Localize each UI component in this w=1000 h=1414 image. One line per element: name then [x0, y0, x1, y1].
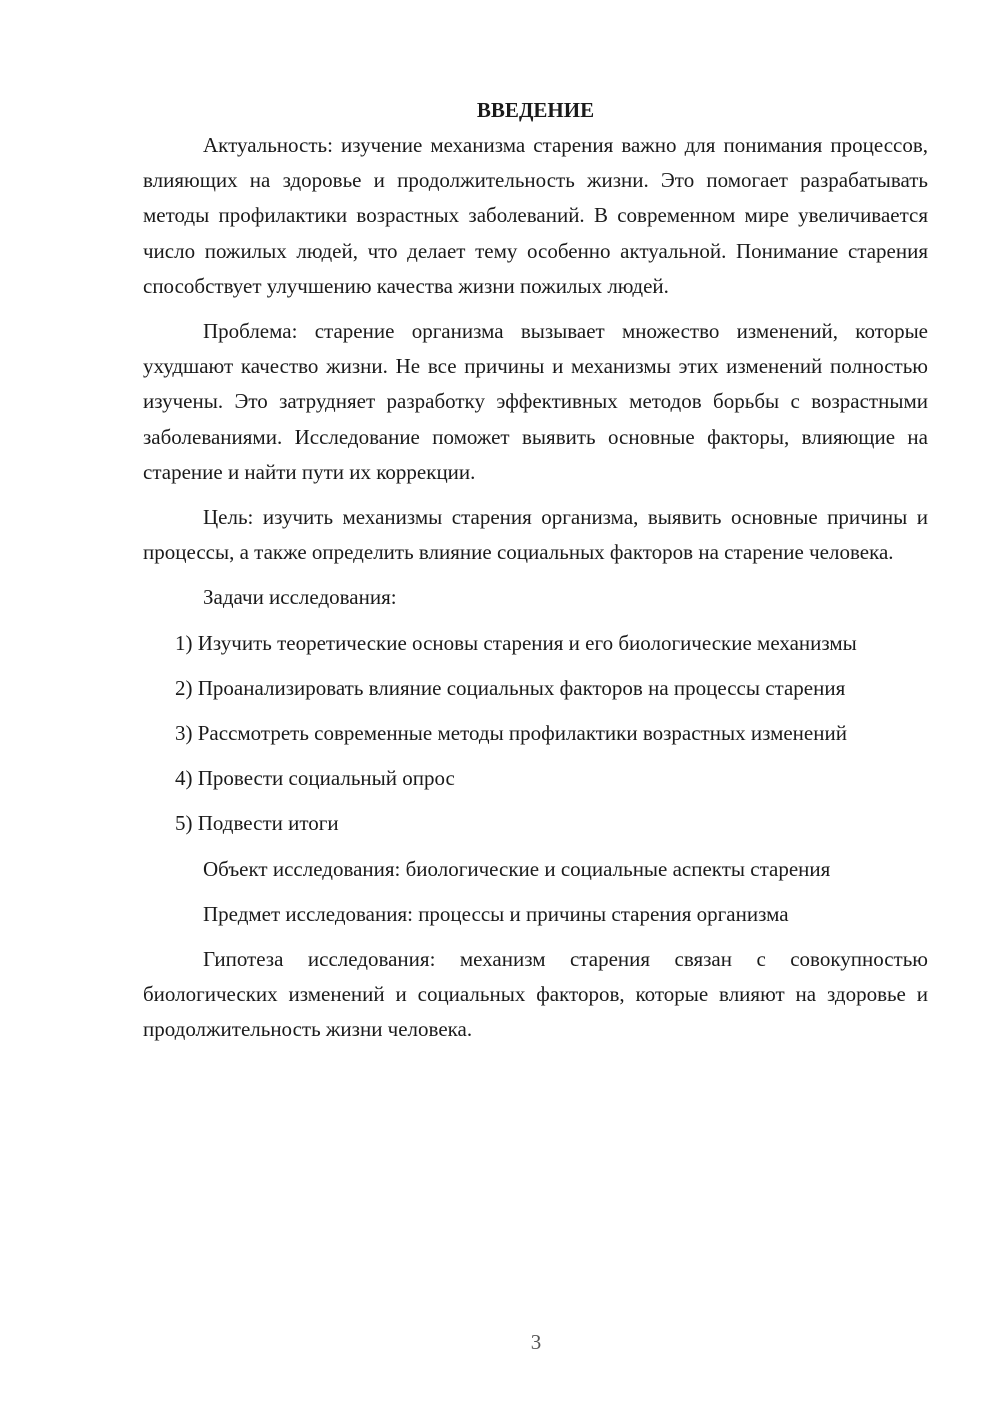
paragraph-relevance: Актуальность: изучение механизма старения важно для понимания процессов, влияющих на здоровье и продолжительность жизни. Это помогает разрабатывать методы профилактики возрастных заболеваний. В современном мире увеличивается число пожилых людей, что делает тему особенно актуальной. Понимание старения способствует улучшению качества жизни пожилых людей. — [143, 133, 928, 298]
page-title: ВВЕДЕНИЕ — [476, 98, 595, 122]
paragraph-problem: Проблема: старение организма вызывает множество изменений, которые ухудшают качество жизни. Не все причины и механизмы этих изменений полностью изучены. Это затрудняет разработку эффективных методов борьбы с возрастными заболеваниями. Исследование поможет выявить основные факторы, влияющие на старение и найти пути их коррекции. — [143, 319, 928, 484]
paragraph-hypothesis: Гипотеза исследования: механизм старения связан с совокупностью биологических изменений и социальных факторов, которые влияют на здоровье и продолжительность жизни человека. — [143, 947, 928, 1042]
paragraph-goal: Цель: изучить механизмы старения организма, выявить основные причины и процессы, а также определить влияние социальных факторов на старение человека. — [143, 505, 928, 565]
document-page — [143, 93, 928, 1048]
task-item-4: 4) Провести социальный опрос — [175, 766, 455, 791]
page-number: 3 — [530, 1330, 542, 1354]
paragraph-subject: Предмет исследования: процессы и причины старения организма — [203, 901, 789, 926]
task-item-5: 5) Подвести итоги — [175, 811, 339, 836]
paragraph-object: Объект исследования: биологические и социальные аспекты старения — [203, 856, 831, 881]
task-item-3: 3) Рассмотреть современные методы профилактики возрастных изменений — [175, 721, 847, 746]
task-item-1: 1) Изучить теоретические основы старения и его биологические механизмы — [175, 630, 857, 655]
tasks-heading: Задачи исследования: — [203, 585, 397, 610]
task-item-2: 2) Проанализировать влияние социальных факторов на процессы старения — [175, 675, 846, 700]
